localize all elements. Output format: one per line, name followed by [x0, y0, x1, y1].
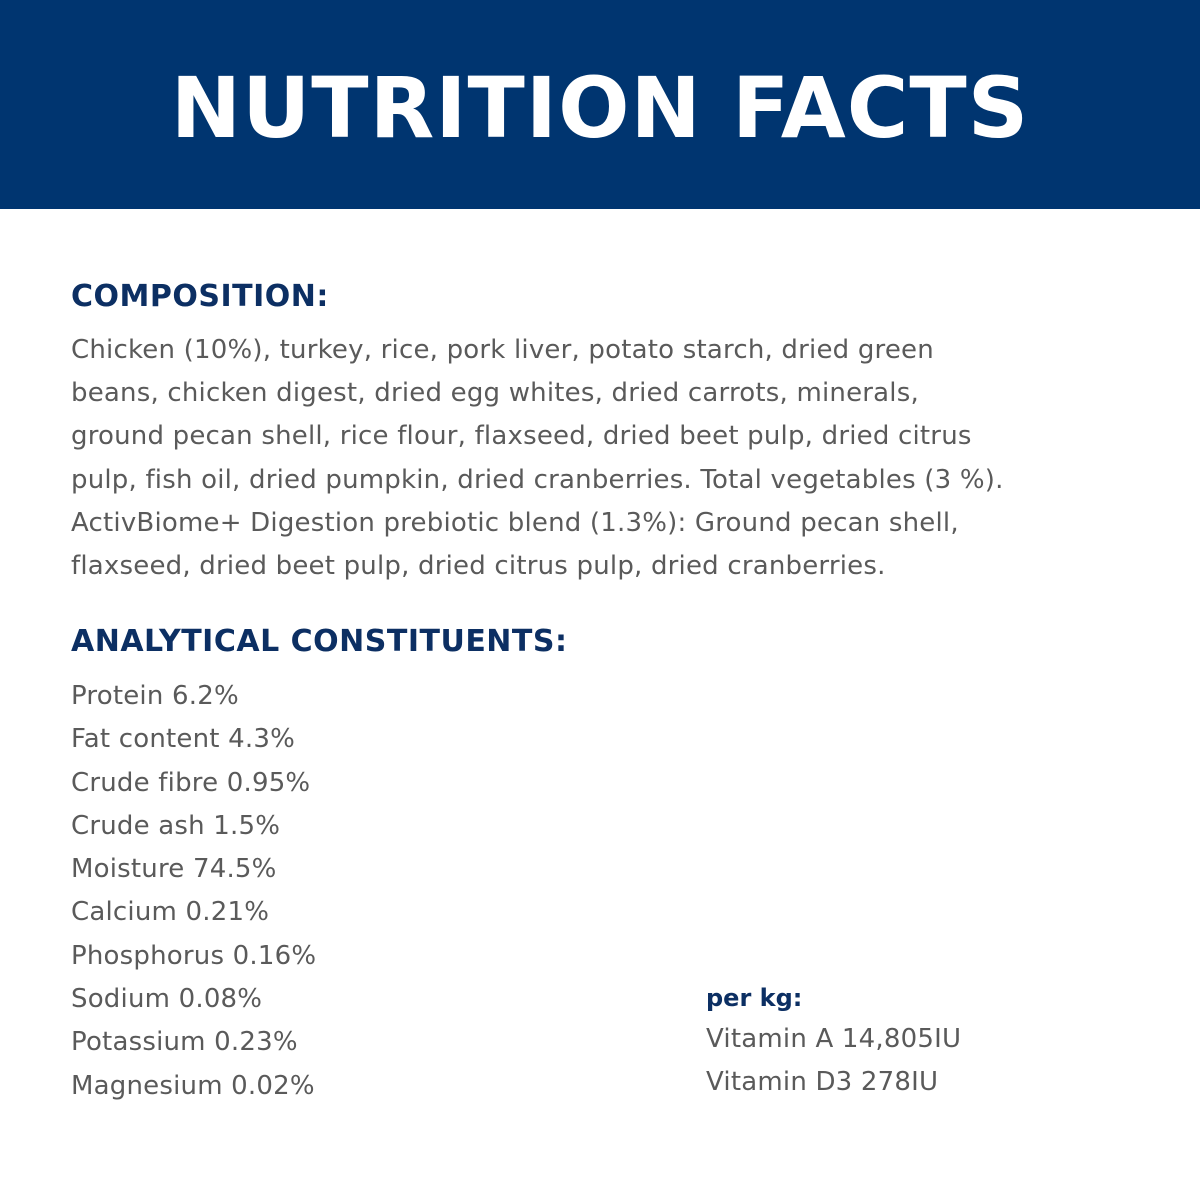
vitamin-a: Vitamin A 14,805IU	[706, 1024, 962, 1054]
constituent-sodium: Sodium 0.08%	[71, 984, 263, 1015]
constituent-phosphorus: Phosphorus 0.16%	[71, 940, 317, 971]
vitamin-d3: Vitamin D3 278IU	[706, 1067, 939, 1098]
composition-line: Chicken (10%), turkey, rice, pork liver, potato starch, dried green	[71, 335, 934, 365]
composition-heading: COMPOSITION:	[71, 279, 329, 314]
analytical-constituents-heading: ANALYTICAL CONSTITUENTS:	[71, 624, 568, 659]
constituent-crude-ash: Crude ash 1.5%	[71, 810, 281, 841]
constituent-protein: Protein 6.2%	[71, 681, 239, 711]
constituent-moisture: Moisture 74.5%	[71, 854, 277, 885]
composition-line: flaxseed, dried beet pulp, dried citrus pulp, dried cranberries.	[71, 551, 886, 582]
constituent-calcium: Calcium 0.21%	[71, 897, 270, 928]
page-title: NUTRITION FACTS	[170, 59, 1030, 157]
constituent-crude-fibre: Crude fibre 0.95%	[71, 767, 311, 798]
constituent-magnesium: Magnesium 0.02%	[71, 1070, 315, 1101]
composition-line: ActivBiome+ Digestion prebiotic blend (1.3%): Ground pecan shell,	[71, 507, 959, 538]
per-kg-heading: per kg:	[706, 984, 803, 1012]
composition-line: pulp, fish oil, dried pumpkin, dried cranberries. Total vegetables (3 %).	[71, 464, 1004, 495]
composition-line: ground pecan shell, rice flour, flaxseed, dried beet pulp, dried citrus	[71, 421, 972, 452]
composition-line: beans, chicken digest, dried egg whites, dried carrots, minerals,	[71, 378, 919, 409]
header-banner	[0, 0, 1200, 209]
analytical-constituents-list	[71, 675, 316, 1108]
constituent-fat-content: Fat content 4.3%	[71, 724, 296, 755]
constituent-potassium: Potassium 0.23%	[71, 1027, 298, 1058]
per-kg-list	[706, 1018, 961, 1105]
composition-text	[71, 329, 1171, 588]
